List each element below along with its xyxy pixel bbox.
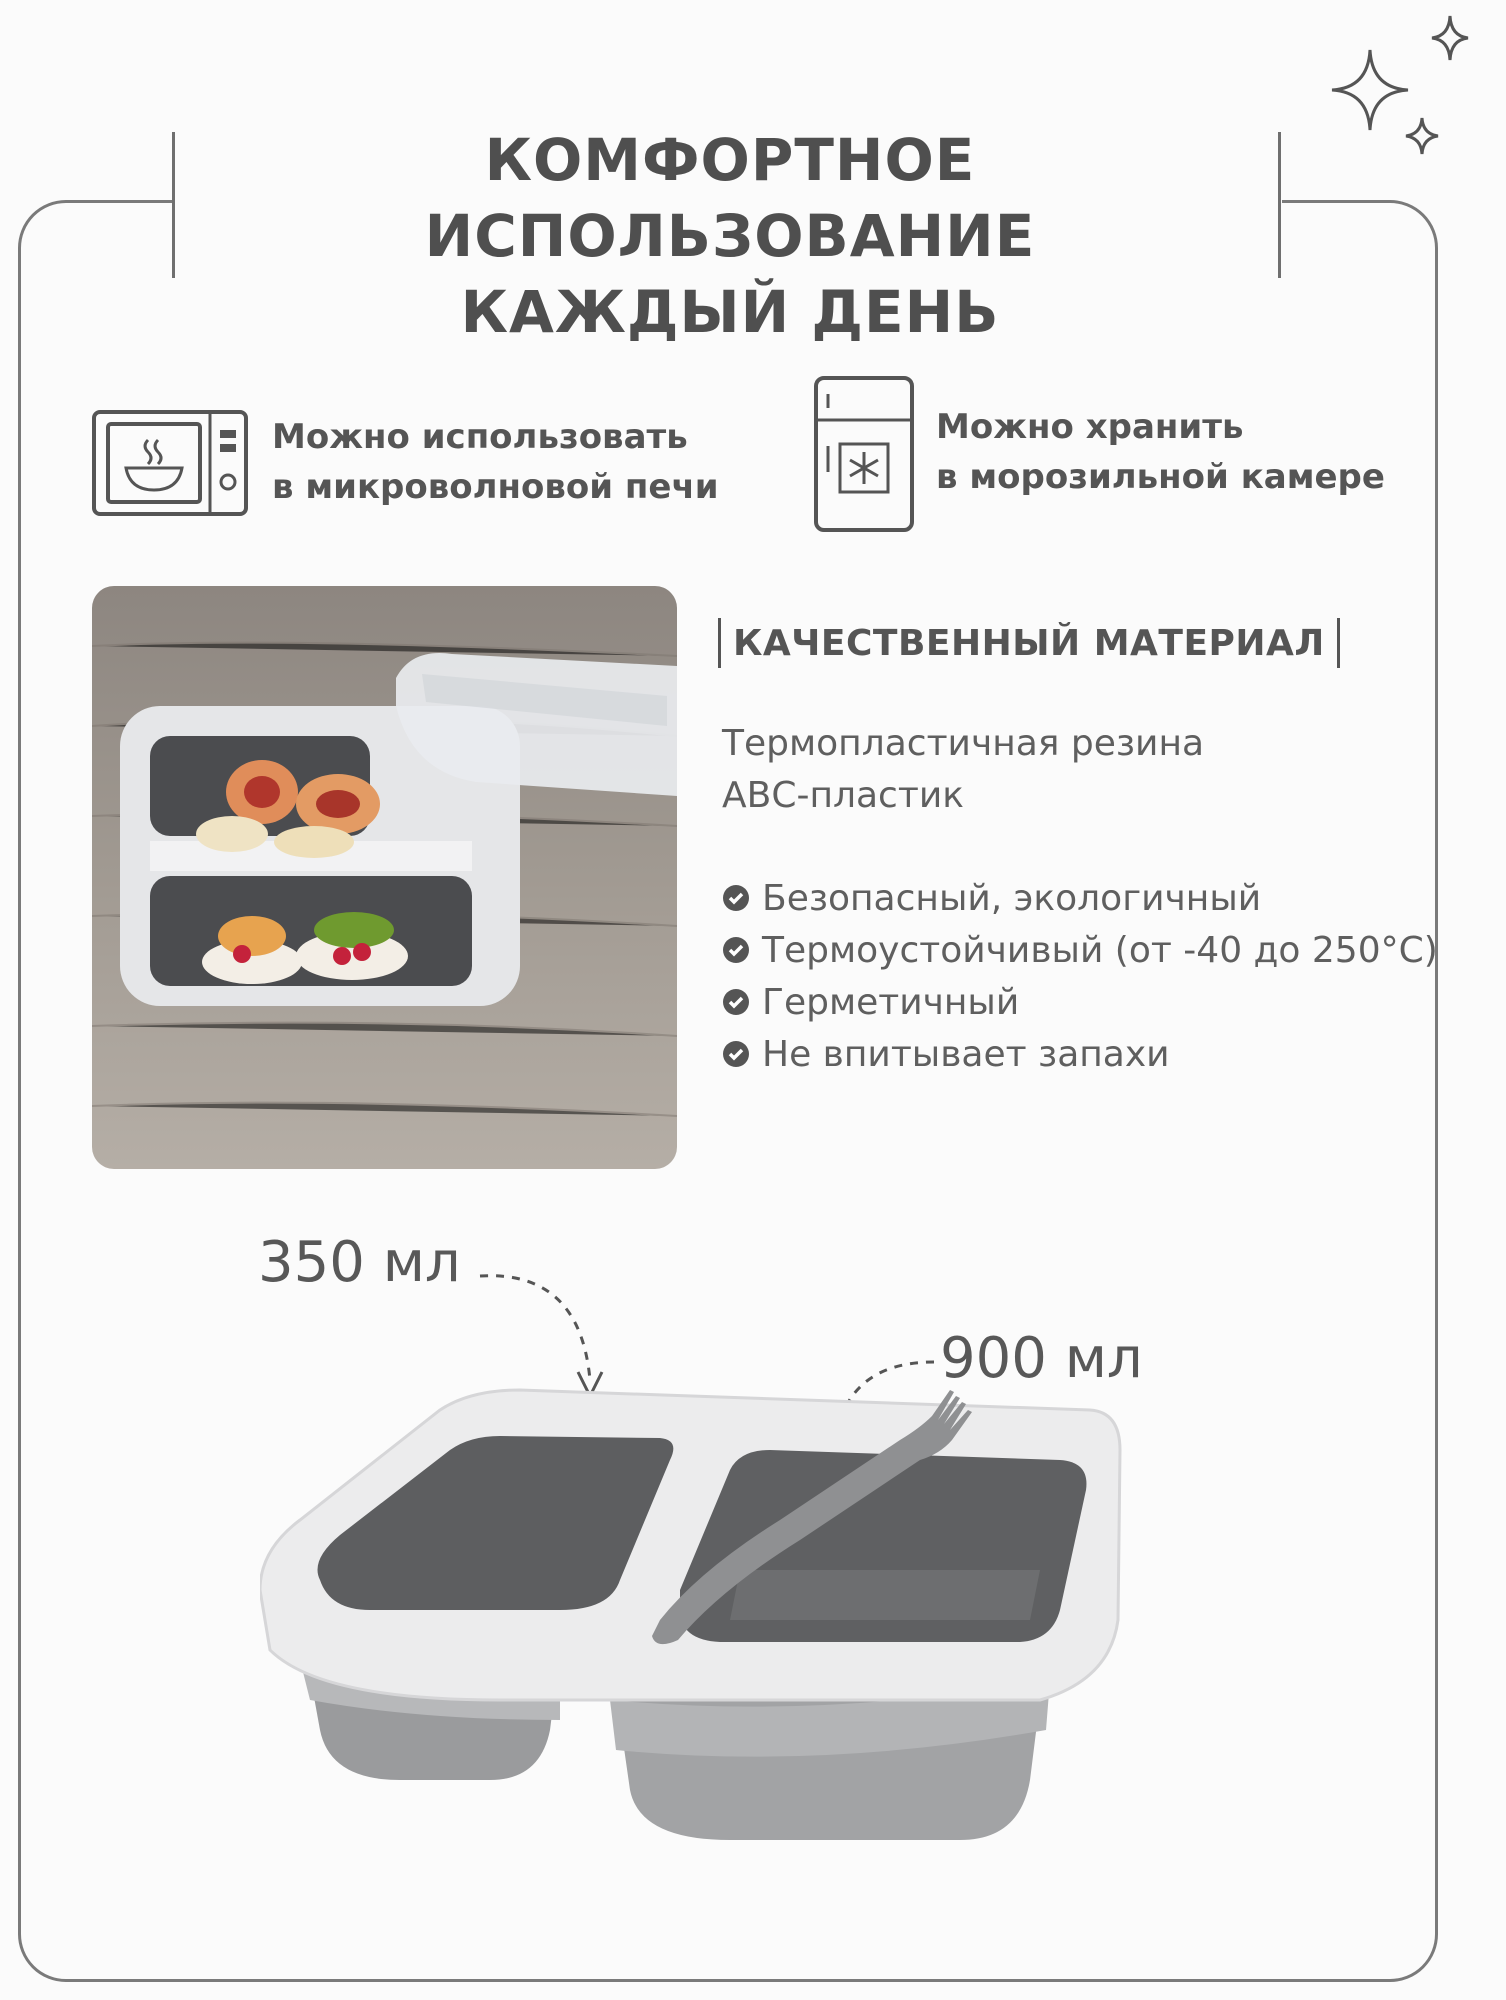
benefit-text: Безопасный, экологичный bbox=[762, 877, 1262, 919]
material-line: АВС-пластик bbox=[722, 775, 964, 816]
lunchbox-image bbox=[260, 1320, 1220, 1880]
volume-large-label: 900 мл bbox=[940, 1326, 1143, 1391]
feature-freezer-line1: Можно хранить bbox=[936, 407, 1244, 447]
title-line-2: КАЖДЫЙ ДЕНЬ bbox=[460, 278, 1000, 346]
feature-microwave-line2: в микроволновой печи bbox=[272, 467, 719, 507]
feature-freezer-line2: в морозильной камере bbox=[936, 457, 1385, 497]
benefit-text: Герметичный bbox=[762, 981, 1020, 1023]
title-line-1: КОМФОРТНОЕ ИСПОЛЬЗОВАНИЕ bbox=[424, 126, 1036, 270]
benefit-text: Не впитывает запахи bbox=[762, 1033, 1170, 1075]
material-title: КАЧЕСТВЕННЫЙ МАТЕРИАЛ bbox=[733, 622, 1325, 664]
volume-small-label: 350 мл bbox=[258, 1230, 461, 1295]
benefit-text: Термоустойчивый (от -40 до 250°С) bbox=[762, 929, 1438, 971]
feature-microwave-line1: Можно использовать bbox=[272, 417, 688, 457]
material-line: Термопластичная резина bbox=[722, 723, 1205, 764]
